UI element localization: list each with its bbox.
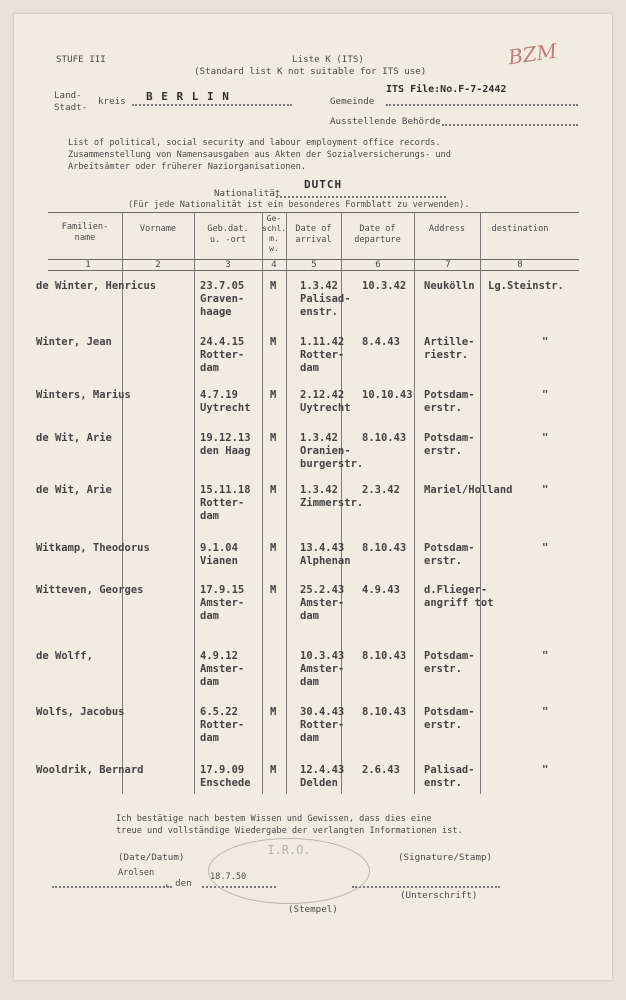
unterschrift-label: (Unterschrift) <box>400 890 478 901</box>
cell-birth: 4.7.19 Uytrecht <box>200 389 251 414</box>
cell-name: de Wit, Arie <box>36 432 112 444</box>
cell-arrival: 12.4.43 Delden <box>300 764 345 789</box>
cell-name: Winter, Jean <box>36 336 112 348</box>
gemeinde-label: Gemeinde <box>330 96 375 107</box>
cell-sex: M <box>270 280 277 292</box>
cell-arrival: 2.12.42 Uytrecht <box>300 389 351 414</box>
behoerde-dotted-line <box>442 124 578 126</box>
stamp-text: I.R.O. <box>267 843 311 857</box>
intro-line-2: Zusammenstellung von Namensausgaben aus Akten der Sozialversicherungs- und <box>68 150 451 160</box>
stufe-label: STUFE III <box>56 54 106 65</box>
cell-birth: 19.12.13 den Haag <box>200 432 251 457</box>
signature-label: (Signature/Stamp) <box>398 852 493 863</box>
cell-departure: 8.10.43 <box>362 706 407 718</box>
cell-birth: 6.5.22 Rotter- dam <box>200 706 245 744</box>
nationality-value: DUTCH <box>304 178 343 191</box>
cell-destination: " <box>542 650 549 662</box>
table-top-rule <box>48 212 579 213</box>
cell-departure: 10.10.43 <box>362 389 413 401</box>
cell-name: de Wolff, <box>36 650 93 662</box>
column-divider <box>262 212 263 794</box>
cell-sex: M <box>270 542 277 554</box>
cell-name: de Winter, Henricus <box>36 280 157 292</box>
cell-address: Artille- riestr. <box>424 336 475 361</box>
cell-birth: 15.11.18 Rotter- dam <box>200 484 251 522</box>
stadt-label: Stadt- <box>54 102 88 113</box>
column-number: 2 <box>155 260 161 270</box>
cell-destination: " <box>542 764 549 776</box>
cell-sex: M <box>270 389 277 401</box>
cell-destination: " <box>542 389 549 401</box>
cell-destination: " <box>542 336 549 348</box>
cell-name: Wooldrik, Bernard <box>36 764 144 776</box>
column-number: 6 <box>375 260 381 270</box>
cell-birth: 24.4.15 Rotter- dam <box>200 336 245 374</box>
cell-birth: 17.9.15 Amster- dam <box>200 584 245 622</box>
behoerde-label: Ausstellende Behörde <box>330 116 441 127</box>
cell-sex: M <box>270 432 277 444</box>
iro-stamp <box>208 838 370 904</box>
cell-sex: M <box>270 484 277 496</box>
column-header-destination: destination <box>491 224 549 234</box>
place-value: Arolsen <box>118 868 155 878</box>
cell-departure: 2.3.42 <box>362 484 400 496</box>
cell-destination: " <box>542 432 549 444</box>
cell-arrival: 1.3.42 Zimmerstr. <box>300 484 364 509</box>
cell-arrival: 1.3.42 Oranien- burgerstr. <box>300 432 364 470</box>
intro-line-3: Arbeitsämter oder früherer Naziorganisationen. <box>68 162 306 172</box>
date-label: (Date/Datum) <box>118 852 185 863</box>
cell-arrival: 1.3.42 Palisad- enstr. <box>300 280 351 318</box>
column-number: 5 <box>311 260 317 270</box>
column-number: 8 <box>517 260 523 270</box>
cell-name: Wolfs, Jacobus <box>36 706 125 718</box>
column-number: 3 <box>225 260 231 270</box>
stempel-label: (Stempel) <box>288 904 338 915</box>
kreis-label: kreis <box>98 96 126 107</box>
cell-destination: " <box>542 542 549 554</box>
cell-departure: 8.10.43 <box>362 542 407 554</box>
cell-address: Neukölln <box>424 280 475 292</box>
cell-address: d.Flieger- angriff tot <box>424 584 494 609</box>
cell-arrival: 10.3.43 Amster- dam <box>300 650 345 688</box>
cell-name: Winters, Marius <box>36 389 131 401</box>
column-header-address: Address <box>428 224 466 234</box>
column-header-departure: Date of departure <box>354 224 401 245</box>
column-header-vorname: Vorname <box>139 224 177 234</box>
date-value: 18.7.50 <box>210 872 247 882</box>
liste-note: (Standard list K not suitable for ITS use) <box>194 66 427 77</box>
cell-sex: M <box>270 336 277 348</box>
cell-address: Potsdam- erstr. <box>424 432 475 457</box>
cell-address: Palisad- enstr. <box>424 764 475 789</box>
confirm-line-1: Ich bestätige nach bestem Wissen und Gewissen, dass dies eine <box>116 814 432 824</box>
cell-name: de Wit, Arie <box>36 484 112 496</box>
column-number: 4 <box>271 260 277 270</box>
cell-departure: 8.10.43 <box>362 650 407 662</box>
cell-name: Witkamp, Theodorus <box>36 542 150 554</box>
liste-title: Liste K (ITS) <box>292 54 364 65</box>
cell-arrival: 13.4.43 Alphenan <box>300 542 351 567</box>
kreis-dotted-line <box>132 104 292 106</box>
column-divider <box>194 212 195 794</box>
nationality-label: Nationalität <box>214 188 281 199</box>
column-divider <box>286 212 287 794</box>
handwritten-mark: BZM <box>506 38 559 70</box>
cell-name: Witteven, Georges <box>36 584 144 596</box>
column-header-familienname: Familien- name <box>61 222 109 243</box>
confirm-line-2: treue und vollständige Wiedergabe der verlangten Informationen ist. <box>116 826 463 836</box>
place-dotted-line <box>52 886 172 888</box>
cell-arrival: 25.2.43 Amster- dam <box>300 584 345 622</box>
column-number: 1 <box>85 260 91 270</box>
den-label: , den <box>164 878 192 889</box>
cell-birth: 17.9.09 Enschede <box>200 764 251 789</box>
cell-address: Potsdam- erstr. <box>424 706 475 731</box>
cell-departure: 4.9.43 <box>362 584 400 596</box>
its-file-number: ITS File:No.F-7-2442 <box>386 84 507 95</box>
column-number: 7 <box>445 260 451 270</box>
cell-sex: M <box>270 764 277 776</box>
column-header-geschlecht: Ge- schl. m. w. <box>262 214 287 253</box>
cell-address: Mariel/Holland <box>424 484 513 496</box>
nationality-dotted-line <box>276 196 446 198</box>
column-header-arrival: Date of arrival <box>295 224 332 245</box>
signature-dotted-line <box>352 886 500 888</box>
intro-line-1: List of political, social security and labour employment office records. <box>68 138 441 148</box>
gemeinde-dotted-line <box>386 104 578 106</box>
cell-birth: 4.9.12 Amster- dam <box>200 650 245 688</box>
cell-sex: M <box>270 584 277 596</box>
column-divider <box>480 212 481 794</box>
cell-birth: 9.1.04 Vianen <box>200 542 238 567</box>
cell-birth: 23.7.05 Graven- haage <box>200 280 245 318</box>
document-page <box>14 14 612 980</box>
column-divider <box>414 212 415 794</box>
kreis-value: B E R L I N <box>146 90 230 103</box>
cell-address: Potsdam- erstr. <box>424 389 475 414</box>
cell-departure: 8.4.43 <box>362 336 400 348</box>
cell-departure: 2.6.43 <box>362 764 400 776</box>
cell-destination: Lg.Steinstr. <box>488 280 564 292</box>
cell-arrival: 1.11.42 Rotter- dam <box>300 336 345 374</box>
cell-destination: " <box>542 484 549 496</box>
cell-sex: M <box>270 706 277 718</box>
column-header-geburt: Geb.dat. u. -ort <box>207 224 249 245</box>
land-label: Land- <box>54 90 82 101</box>
cell-departure: 8.10.43 <box>362 432 407 444</box>
cell-departure: 10.3.42 <box>362 280 407 292</box>
nationality-note: (Für jede Nationalität ist ein besonderes Formblatt zu verwenden). <box>128 200 470 210</box>
cell-address: Potsdam- erstr. <box>424 542 475 567</box>
table-number-rule <box>48 270 579 271</box>
cell-destination: " <box>542 706 549 718</box>
cell-address: Potsdam- erstr. <box>424 650 475 675</box>
cell-arrival: 30.4.43 Rotter- dam <box>300 706 345 744</box>
